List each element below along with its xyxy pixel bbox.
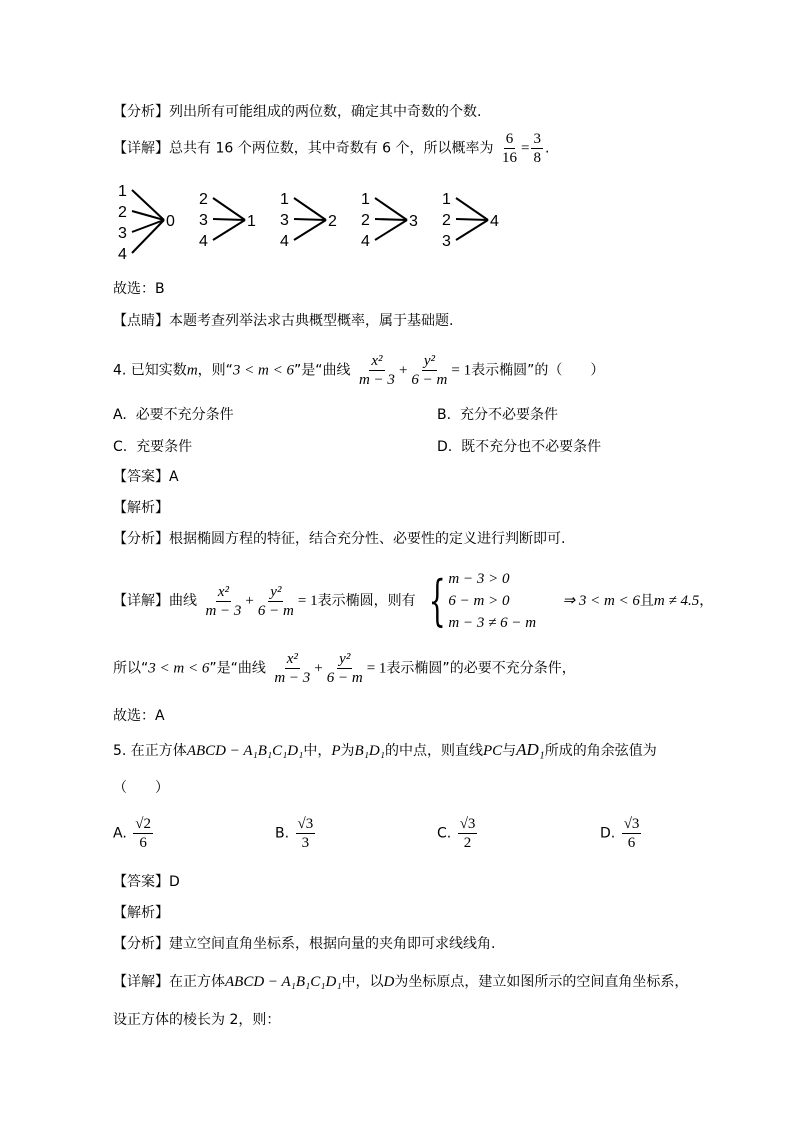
line-pc: PC (482, 743, 503, 759)
detail-fraction-y2: $\frac{\text{y²}}{6 - m}$ (257, 583, 294, 619)
cube-name: ABCD − A₁B₁C₁D₁ (186, 743, 304, 759)
tree-left-digit: 2 (199, 191, 208, 208)
q5-stem-c: 为 (340, 743, 355, 759)
q4-stem-d: 表示椭圆”的（ ） (471, 362, 605, 379)
line-ad1: AD₁ (516, 740, 545, 759)
period: . (544, 140, 550, 157)
q4-stem-c: ”是“曲线 (294, 362, 351, 379)
tree-branch (456, 198, 488, 220)
tree-3 (361, 191, 418, 250)
q4-analysis (113, 529, 565, 549)
q4-conclusion (113, 650, 576, 687)
q4-choose: 故选：A (113, 708, 165, 724)
tree-branch (456, 219, 488, 220)
condition: 3 < m < 6 (148, 660, 210, 677)
tree-branch (213, 219, 245, 220)
q5-stem-d: 的中点，则直线 (384, 743, 483, 759)
tree-left-digit: 1 (118, 183, 127, 200)
tree-left-digit: 3 (118, 225, 127, 242)
so-fraction-y2: $\frac{\text{y²}}{6 - m}$ (326, 651, 363, 686)
tree-branch (294, 198, 326, 220)
q5-last: 设正方体的棱长为 2，则： (113, 1012, 281, 1028)
implies: ⇒ 3 < m < 6 (562, 593, 640, 609)
q3-detail (113, 130, 549, 167)
tree-left-digit: 4 (199, 233, 208, 250)
fraction-x2: $\frac{\text{x²}}{m - 3}$ (358, 353, 395, 388)
tree-2 (280, 191, 337, 250)
so-a: 所以“ (113, 660, 149, 677)
tree-1 (199, 191, 256, 250)
tree-branch (375, 220, 407, 240)
tree-branch (294, 219, 326, 220)
q4-option-b[interactable]: B. 充分不必要条件 (437, 407, 558, 423)
tree-branch (375, 219, 407, 220)
analysis-tag: 【分析】 (113, 936, 169, 952)
equals-one: = 1 (451, 362, 472, 379)
detail-tag: 【详解】 (113, 593, 169, 609)
q4-option-c[interactable]: C. 充要条件 (113, 439, 193, 455)
detail-b: 表示椭圆，则有 (317, 593, 416, 609)
inequality-system: { m − 3 > 0 6 − m > 0 m − 3 ≠ 6 − m (428, 569, 537, 632)
so-fraction-x2: $\frac{\text{x²}}{m - 3}$ (274, 651, 311, 686)
tree-left-digit: 1 (361, 191, 370, 208)
so-c: 表示椭圆”的必要不充分条件， (386, 660, 576, 677)
q5-stem-b: 中， (303, 743, 332, 759)
tree-branch (456, 220, 488, 240)
fraction-y2: $\frac{\text{y²}}{6 - m}$ (411, 353, 448, 388)
q5-stem-a: 5. 在正方体 (113, 743, 187, 759)
tree-left-digit: 2 (118, 204, 127, 221)
tree-right-digit: 3 (409, 213, 418, 230)
q5-stem (113, 740, 657, 761)
q5-option-d[interactable]: D. $\frac{√3}{6}$ (600, 816, 640, 851)
equals-one: = 1 (366, 660, 387, 677)
q4-detail (113, 568, 713, 634)
tree-branch (213, 198, 245, 220)
plus-sign: + (245, 593, 254, 609)
equals-one: = 1 (297, 593, 318, 609)
detail-fraction-x2: $\frac{\text{x²}}{m - 3}$ (205, 583, 242, 619)
detail-c: 为坐标原点，建立如图所示的空间直角坐标系， (394, 974, 689, 990)
segment-b1d1: B₁D₁ (354, 743, 385, 759)
q5-detail (113, 972, 688, 992)
q5-option-c[interactable]: C. $\frac{√3}{2}$ (437, 816, 476, 851)
so-b: ”是“曲线 (209, 660, 266, 677)
tree-right-digit: 1 (247, 213, 256, 230)
detail-text: 总共有 16 个两位数，其中奇数有 6 个，所以概率为 (169, 140, 494, 157)
detail-b: 中，以 (341, 974, 384, 990)
q5-option-a[interactable]: A. $\frac{√2}{6}$ (113, 816, 151, 851)
q5-analysis (113, 934, 495, 954)
q4-option-d[interactable]: D. 既不充分也不必要条件 (437, 439, 602, 455)
tree-right-digit: 4 (490, 213, 499, 230)
comment-text: 本题考查列举法求古典概型概率，属于基础题. (169, 313, 454, 329)
q4-answer: 【答案】A (113, 469, 179, 485)
q5-answer: 【答案】D (113, 874, 180, 890)
tree-branch (213, 220, 245, 240)
tree-branch (375, 198, 407, 220)
q4-stem-a: 4. 已知实数 (113, 362, 187, 379)
tree-4 (442, 191, 499, 250)
tree-branch (294, 220, 326, 240)
comment-tag: 【点睛】 (113, 313, 169, 329)
point-p: P (331, 743, 341, 759)
tree-0 (118, 183, 175, 263)
and-text: 且 (639, 593, 654, 609)
comma: ， (699, 593, 714, 609)
tree-left-digit: 3 (442, 233, 451, 250)
q3-choose: 故选：B (113, 281, 165, 297)
tree-left-digit: 4 (361, 233, 370, 250)
tree-left-digit: 2 (361, 212, 370, 229)
q3-comment (113, 311, 453, 331)
analysis-text: 列出所有可能组成的两位数，确定其中奇数的个数. (169, 104, 482, 120)
plus-sign: + (398, 362, 408, 379)
tree-left-digit: 4 (280, 233, 289, 250)
q4-stem (113, 352, 604, 389)
q3-analysis (113, 102, 481, 122)
q5-paren: （ ） (113, 780, 169, 796)
analysis-tag: 【分析】 (113, 104, 169, 120)
tree-left-digit: 3 (199, 212, 208, 229)
tree-left-digit: 3 (280, 212, 289, 229)
tree-left-digit: 4 (118, 246, 127, 263)
fraction-3-8: $\frac{3}{8}$ (533, 131, 541, 166)
q4-stem-b: ，则“ (197, 362, 233, 379)
tree-left-digit: 1 (442, 191, 451, 208)
detail-a: 曲线 (169, 593, 197, 609)
cube-name: ABCD − A₁B₁C₁D₁ (225, 974, 342, 990)
q5-parse: 【解析】 (113, 905, 169, 921)
tree-right-digit: 2 (328, 213, 337, 230)
not-equal: m ≠ 4.5 (653, 593, 700, 609)
condition: 3 < m < 6 (232, 362, 294, 379)
plus-sign: + (314, 660, 323, 677)
q5-option-b[interactable]: B. $\frac{√3}{3}$ (275, 816, 314, 851)
analysis-text: 根据椭圆方程的特征，结合充分性、必要性的定义进行判断即可. (169, 531, 566, 547)
equals-sign: = (520, 140, 530, 157)
analysis-tag: 【分析】 (113, 531, 169, 547)
analysis-text: 建立空间直角坐标系，根据向量的夹角即可求线线角. (169, 936, 496, 952)
detail-tag: 【详解】 (113, 140, 169, 157)
q5-stem-f: 所成的角余弦值为 (544, 743, 657, 759)
q4-parse: 【解析】 (113, 500, 169, 516)
point-d: D (383, 974, 395, 990)
tree-right-digit: 0 (166, 213, 175, 230)
q5-stem-e: 与 (502, 743, 517, 759)
fraction-6-16: $\frac{6}{16}$ (501, 131, 517, 166)
var-m: m (186, 362, 198, 379)
detail-tag: 【详解】 (113, 974, 169, 990)
tree-left-digit: 2 (442, 212, 451, 229)
tree-diagrams (118, 180, 518, 265)
tree-left-digit: 1 (280, 191, 289, 208)
q4-option-a[interactable]: A. 必要不充分条件 (113, 407, 234, 423)
detail-a: 在正方体 (169, 974, 225, 990)
